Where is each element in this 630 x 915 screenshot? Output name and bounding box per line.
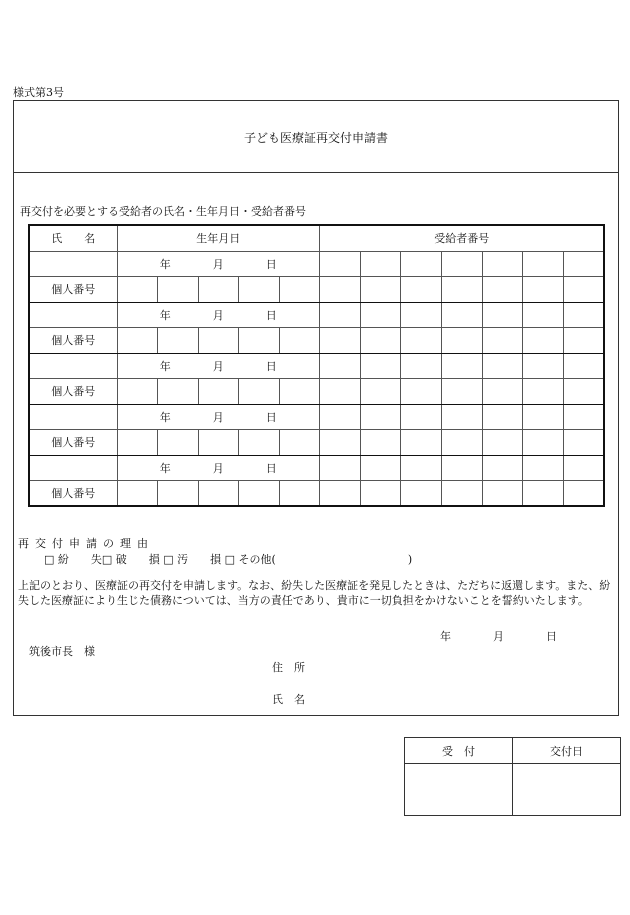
recipient-number-digit-cell[interactable] xyxy=(523,353,564,379)
personal-number-digit-cell[interactable] xyxy=(360,430,401,456)
application-date xyxy=(440,628,557,644)
personal-number-digit-cell[interactable] xyxy=(239,379,280,405)
office-received-header: 受 付 xyxy=(405,738,513,764)
reason-options xyxy=(44,551,412,567)
recipient-number-digit-cell[interactable] xyxy=(320,251,361,277)
personal-number-digit-cell[interactable] xyxy=(279,379,320,405)
birthdate-year-label: 年 xyxy=(159,257,171,271)
office-issue-date-header: 交付日 xyxy=(513,738,621,764)
recipient-number-digit-cell[interactable] xyxy=(401,353,442,379)
personal-number-digit-cell[interactable] xyxy=(564,481,605,507)
reason-option-other[interactable]: □ その他( ) xyxy=(224,553,413,566)
personal-number-digit-cell[interactable] xyxy=(482,328,523,354)
personal-number-digit-cell[interactable] xyxy=(442,277,483,303)
recipient-number-digit-cell[interactable] xyxy=(482,302,523,328)
entry-name-row xyxy=(29,404,604,430)
recipient-number-digit-cell[interactable] xyxy=(360,455,401,481)
applicant-name-label: 氏 名 xyxy=(272,693,305,706)
personal-number-label: 個人番号 xyxy=(29,328,117,354)
recipient-number-digit-cell[interactable] xyxy=(523,404,564,430)
personal-number-digit-cell[interactable] xyxy=(158,481,199,507)
birthdate-day-label: 日 xyxy=(265,257,277,271)
personal-number-digit-cell[interactable] xyxy=(564,430,605,456)
personal-number-digit-cell[interactable] xyxy=(158,430,199,456)
addressee: 筑後市長 様 xyxy=(29,645,95,658)
personal-number-digit-cell[interactable] xyxy=(279,277,320,303)
recipient-number-digit-cell[interactable] xyxy=(442,404,483,430)
recipient-number-digit-cell[interactable] xyxy=(523,302,564,328)
reason-option-damaged[interactable]: □ 破 損 xyxy=(101,553,160,566)
personal-number-digit-cell[interactable] xyxy=(198,481,239,507)
recipient-number-digit-cell[interactable] xyxy=(564,455,605,481)
office-use-table xyxy=(404,737,621,816)
recipient-number-digit-cell[interactable] xyxy=(442,353,483,379)
personal-number-digit-cell[interactable] xyxy=(523,481,564,507)
personal-number-digit-cell[interactable] xyxy=(482,430,523,456)
birthdate-cell[interactable] xyxy=(117,404,320,430)
recipient-number-digit-cell[interactable] xyxy=(523,455,564,481)
reason-option-lost[interactable]: □ 紛 失 xyxy=(44,553,102,566)
personal-number-digit-cell[interactable] xyxy=(198,277,239,303)
personal-number-digit-cell[interactable] xyxy=(442,328,483,354)
entry-personal-number-row xyxy=(29,481,604,507)
birthdate-day-label: 日 xyxy=(265,308,277,322)
personal-number-digit-cell[interactable] xyxy=(482,481,523,507)
personal-number-digit-cell[interactable] xyxy=(523,328,564,354)
personal-number-digit-cell[interactable] xyxy=(279,430,320,456)
header-name: 氏 名 xyxy=(29,225,117,251)
personal-number-digit-cell[interactable] xyxy=(442,379,483,405)
personal-number-label: 個人番号 xyxy=(29,277,117,303)
reason-option-soiled[interactable]: □ 汚 損 xyxy=(163,553,222,566)
personal-number-digit-cell[interactable] xyxy=(442,481,483,507)
personal-number-digit-cell[interactable] xyxy=(320,481,361,507)
personal-number-digit-cell[interactable] xyxy=(401,481,442,507)
birthdate-cell[interactable] xyxy=(117,251,320,277)
header-recipient-number: 受給者番号 xyxy=(320,225,605,251)
entry-personal-number-row xyxy=(29,277,604,303)
personal-number-digit-cell[interactable] xyxy=(360,328,401,354)
personal-number-digit-cell[interactable] xyxy=(117,481,158,507)
recipient-number-digit-cell[interactable] xyxy=(401,455,442,481)
personal-number-label: 個人番号 xyxy=(29,430,117,456)
form-number: 様式第3号 xyxy=(13,86,64,99)
personal-number-digit-cell[interactable] xyxy=(198,328,239,354)
birthdate-day-label: 日 xyxy=(265,461,277,475)
personal-number-label: 個人番号 xyxy=(29,379,117,405)
recipient-number-digit-cell[interactable] xyxy=(442,455,483,481)
birthdate-month-label: 月 xyxy=(212,257,224,271)
personal-number-digit-cell[interactable] xyxy=(239,430,280,456)
birthdate-day-label: 日 xyxy=(265,359,277,373)
personal-number-digit-cell[interactable] xyxy=(360,379,401,405)
personal-number-digit-cell[interactable] xyxy=(117,277,158,303)
reason-title: 再交付申請の理由 xyxy=(18,537,154,550)
birthdate-cell[interactable] xyxy=(117,353,320,379)
birthdate-month-label: 月 xyxy=(212,308,224,322)
recipient-number-digit-cell[interactable] xyxy=(482,455,523,481)
recipient-number-digit-cell[interactable] xyxy=(320,404,361,430)
recipient-number-digit-cell[interactable] xyxy=(320,302,361,328)
birthdate-month-label: 月 xyxy=(212,359,224,373)
recipient-number-digit-cell[interactable] xyxy=(482,251,523,277)
birthdate-cell[interactable] xyxy=(117,455,320,481)
entry-personal-number-row xyxy=(29,430,604,456)
personal-number-digit-cell[interactable] xyxy=(239,277,280,303)
name-cell[interactable] xyxy=(29,251,117,277)
birthdate-month-label: 月 xyxy=(212,410,224,424)
personal-number-digit-cell[interactable] xyxy=(401,277,442,303)
entry-name-row xyxy=(29,455,604,481)
personal-number-digit-cell[interactable] xyxy=(158,277,199,303)
date-day-label: 日 xyxy=(545,630,557,643)
name-cell[interactable] xyxy=(29,353,117,379)
entry-name-row xyxy=(29,251,604,277)
office-received-stamp-area xyxy=(405,764,513,816)
form-title: 子ども医療証再交付申請書 xyxy=(243,131,388,145)
recipient-number-digit-cell[interactable] xyxy=(401,404,442,430)
title-divider xyxy=(13,172,619,173)
personal-number-digit-cell[interactable] xyxy=(239,328,280,354)
office-issue-date-area xyxy=(513,764,621,816)
birthdate-year-label: 年 xyxy=(159,359,171,373)
recipient-number-digit-cell[interactable] xyxy=(360,404,401,430)
recipient-number-digit-cell[interactable] xyxy=(401,251,442,277)
table-header-row xyxy=(29,225,604,251)
personal-number-digit-cell[interactable] xyxy=(279,328,320,354)
recipient-number-digit-cell[interactable] xyxy=(523,251,564,277)
recipient-number-digit-cell[interactable] xyxy=(442,251,483,277)
recipient-number-digit-cell[interactable] xyxy=(442,302,483,328)
date-year-label: 年 xyxy=(440,630,451,643)
personal-number-digit-cell[interactable] xyxy=(320,379,361,405)
personal-number-digit-cell[interactable] xyxy=(360,481,401,507)
personal-number-digit-cell[interactable] xyxy=(401,328,442,354)
personal-number-digit-cell[interactable] xyxy=(117,379,158,405)
recipient-number-digit-cell[interactable] xyxy=(482,404,523,430)
birthdate-cell[interactable] xyxy=(117,302,320,328)
address-label: 住 所 xyxy=(272,661,305,674)
personal-number-label: 個人番号 xyxy=(29,481,117,507)
recipient-number-digit-cell[interactable] xyxy=(564,353,605,379)
personal-number-digit-cell[interactable] xyxy=(198,379,239,405)
recipient-number-digit-cell[interactable] xyxy=(360,251,401,277)
recipient-number-digit-cell[interactable] xyxy=(320,455,361,481)
personal-number-digit-cell[interactable] xyxy=(117,430,158,456)
recipient-number-digit-cell[interactable] xyxy=(564,251,605,277)
personal-number-digit-cell[interactable] xyxy=(360,277,401,303)
personal-number-digit-cell[interactable] xyxy=(564,328,605,354)
name-cell[interactable] xyxy=(29,404,117,430)
personal-number-digit-cell[interactable] xyxy=(564,277,605,303)
personal-number-digit-cell[interactable] xyxy=(320,277,361,303)
birthdate-day-label: 日 xyxy=(265,410,277,424)
birthdate-year-label: 年 xyxy=(159,308,171,322)
entry-personal-number-row xyxy=(29,328,604,354)
personal-number-digit-cell[interactable] xyxy=(482,277,523,303)
personal-number-digit-cell[interactable] xyxy=(401,430,442,456)
entry-name-row xyxy=(29,302,604,328)
recipient-number-digit-cell[interactable] xyxy=(401,302,442,328)
entry-personal-number-row xyxy=(29,379,604,405)
personal-number-digit-cell[interactable] xyxy=(320,328,361,354)
date-month-label: 月 xyxy=(492,630,504,643)
recipient-number-digit-cell[interactable] xyxy=(320,353,361,379)
name-cell[interactable] xyxy=(29,455,117,481)
personal-number-digit-cell[interactable] xyxy=(564,379,605,405)
personal-number-digit-cell[interactable] xyxy=(442,430,483,456)
personal-number-digit-cell[interactable] xyxy=(523,277,564,303)
header-birthdate: 生年月日 xyxy=(117,225,320,251)
recipient-number-digit-cell[interactable] xyxy=(564,404,605,430)
personal-number-digit-cell[interactable] xyxy=(158,379,199,405)
personal-number-digit-cell[interactable] xyxy=(158,328,199,354)
recipient-table xyxy=(28,224,605,507)
personal-number-digit-cell[interactable] xyxy=(523,379,564,405)
personal-number-digit-cell[interactable] xyxy=(523,430,564,456)
personal-number-digit-cell[interactable] xyxy=(482,379,523,405)
entry-name-row xyxy=(29,353,604,379)
personal-number-digit-cell[interactable] xyxy=(239,481,280,507)
name-cell[interactable] xyxy=(29,302,117,328)
recipient-number-digit-cell[interactable] xyxy=(360,353,401,379)
declaration-text: 上記のとおり、医療証の再交付を申請します。なお、紛失した医療証を発見したときは、ただちに返還します。また、紛失した医療証により生じた債務については、当方の責任であり、貴市に一切負担をかけないことを誓約いたします。 xyxy=(18,579,611,607)
birthdate-year-label: 年 xyxy=(159,461,171,475)
personal-number-digit-cell[interactable] xyxy=(198,430,239,456)
recipient-number-digit-cell[interactable] xyxy=(360,302,401,328)
birthdate-year-label: 年 xyxy=(159,410,171,424)
personal-number-digit-cell[interactable] xyxy=(279,481,320,507)
personal-number-digit-cell[interactable] xyxy=(320,430,361,456)
personal-number-digit-cell[interactable] xyxy=(401,379,442,405)
personal-number-digit-cell[interactable] xyxy=(117,328,158,354)
birthdate-month-label: 月 xyxy=(212,461,224,475)
recipient-number-digit-cell[interactable] xyxy=(564,302,605,328)
recipient-section-label: 再交付を必要とする受給者の氏名・生年月日・受給者番号 xyxy=(20,205,306,218)
recipient-number-digit-cell[interactable] xyxy=(482,353,523,379)
